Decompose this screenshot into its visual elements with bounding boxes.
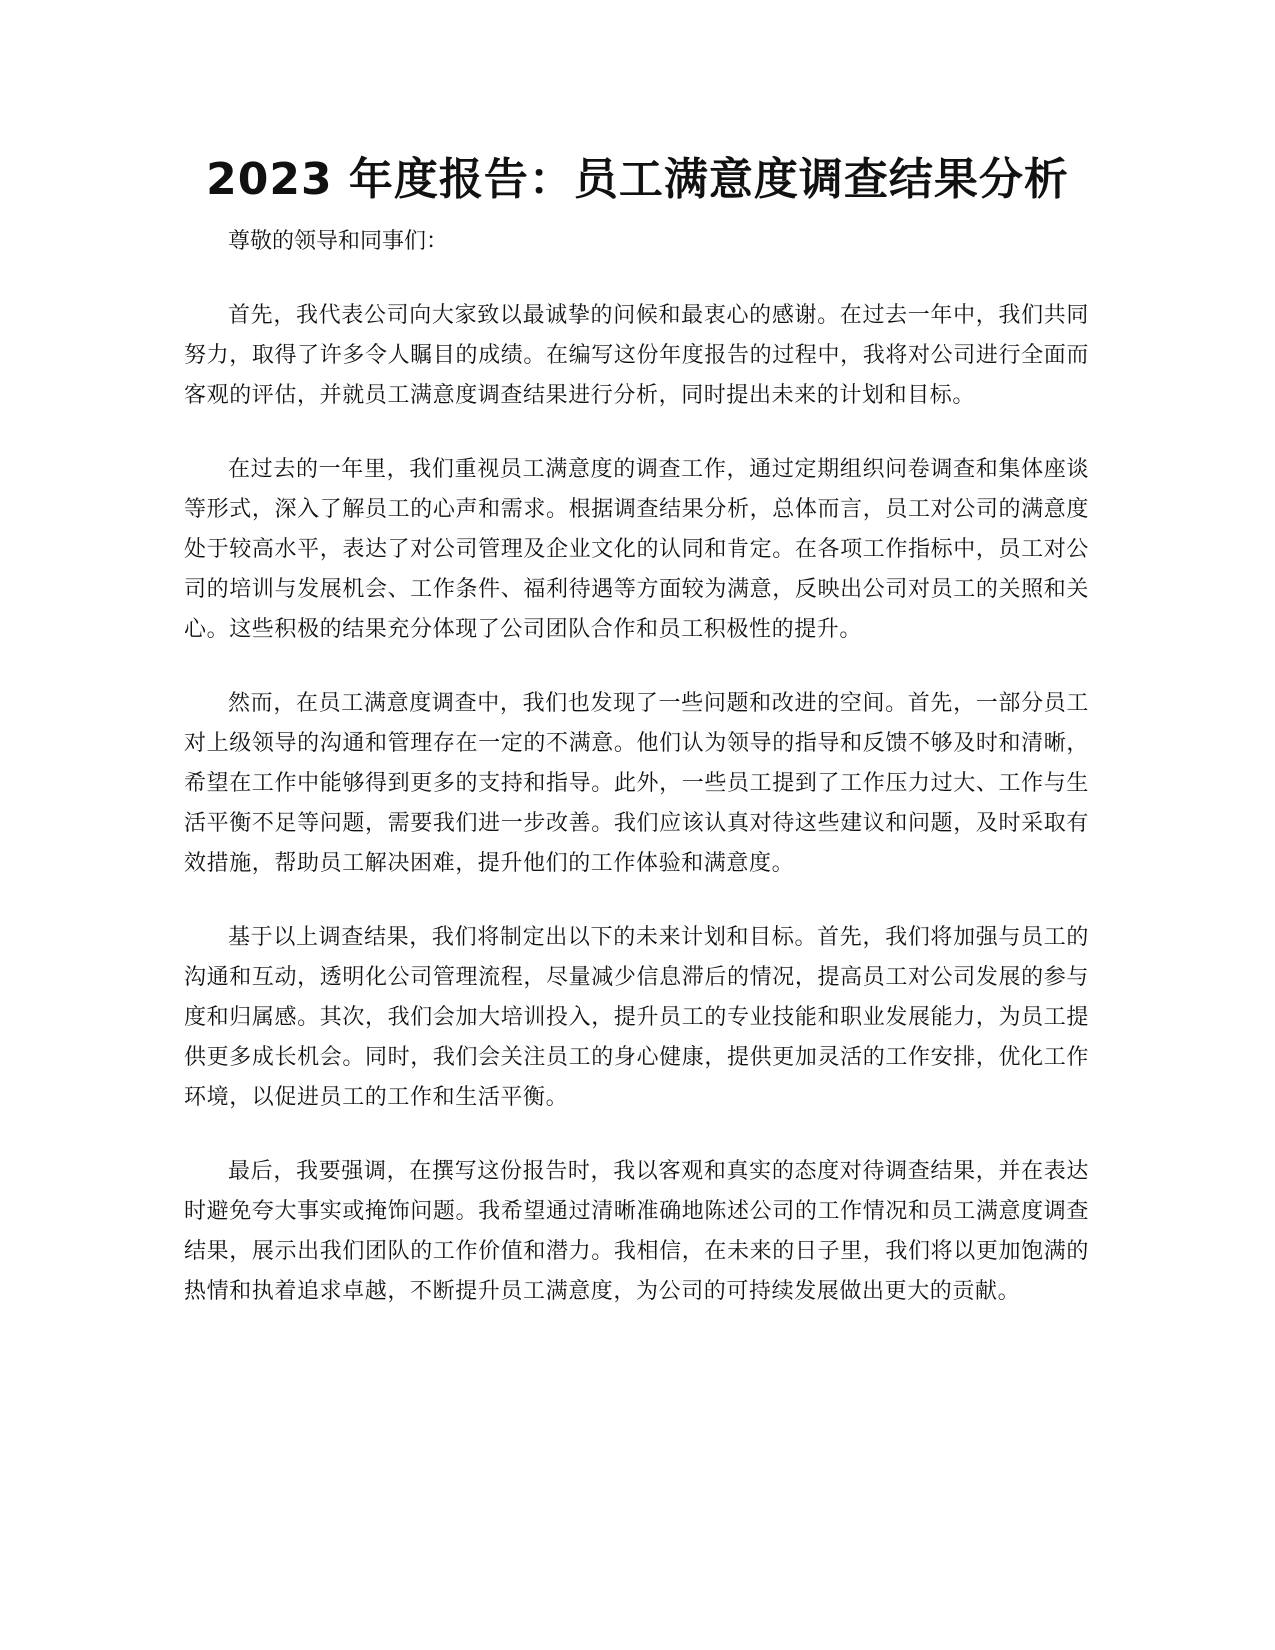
document-body	[184, 222, 1089, 1346]
paragraph-2: 在过去的一年里，我们重视员工满意度的调查工作，通过定期组织问卷调查和集体座谈等形式，深入了解员工的心声和需求。根据调查结果分析，总体而言，员工对公司的满意度处于较高水平，表达了对公司管理及企业文化的认同和肯定。在各项工作指标中，员工对公司的培训与发展机会、工作条件、福利待遇等方面较为满意，反映出公司对员工的关照和关心。这些积极的结果充分体现了公司团队合作和员工积极性的提升。	[184, 457, 1089, 642]
salutation: 尊敬的领导和同事们：	[228, 229, 449, 254]
paragraph-3: 然而，在员工满意度调查中，我们也发现了一些问题和改进的空间。首先，一部分员工对上级领导的沟通和管理存在一定的不满意。他们认为领导的指导和反馈不够及时和清晰，希望在工作中能够得到更多的支持和指导。此外，一些员工提到了工作压力过大、工作与生活平衡不足等问题，需要我们进一步改善。我们应该认真对待这些建议和问题，及时采取有效措施，帮助员工解决困难，提升他们的工作体验和满意度。	[184, 691, 1089, 876]
document-title: 2023 年度报告：员工满意度调查结果分析	[206, 154, 1069, 205]
paragraph-1: 首先，我代表公司向大家致以最诚挚的问候和最衷心的感谢。在过去一年中，我们共同努力，取得了许多令人瞩目的成绩。在编写这份年度报告的过程中，我将对公司进行全面而客观的评估，并就员工满意度调查结果进行分析，同时提出未来的计划和目标。	[184, 303, 1089, 408]
paragraph-5: 最后，我要强调，在撰写这份报告时，我以客观和真实的态度对待调查结果，并在表达时避免夸大事实或掩饰问题。我希望通过清晰准确地陈述公司的工作情况和员工满意度调查结果，展示出我们团队的工作价值和潜力。我相信，在未来的日子里，我们将以更加饱满的热情和执着追求卓越，不断提升员工满意度，为公司的可持续发展做出更大的贡献。	[184, 1159, 1089, 1304]
paragraph-4: 基于以上调查结果，我们将制定出以下的未来计划和目标。首先，我们将加强与员工的沟通和互动，透明化公司管理流程，尽量减少信息滞后的情况，提高员工对公司发展的参与度和归属感。其次，我们会加大培训投入，提升员工的专业技能和职业发展能力，为员工提供更多成长机会。同时，我们会关注员工的身心健康，提供更加灵活的工作安排，优化工作环境，以促进员工的工作和生活平衡。	[184, 925, 1089, 1110]
